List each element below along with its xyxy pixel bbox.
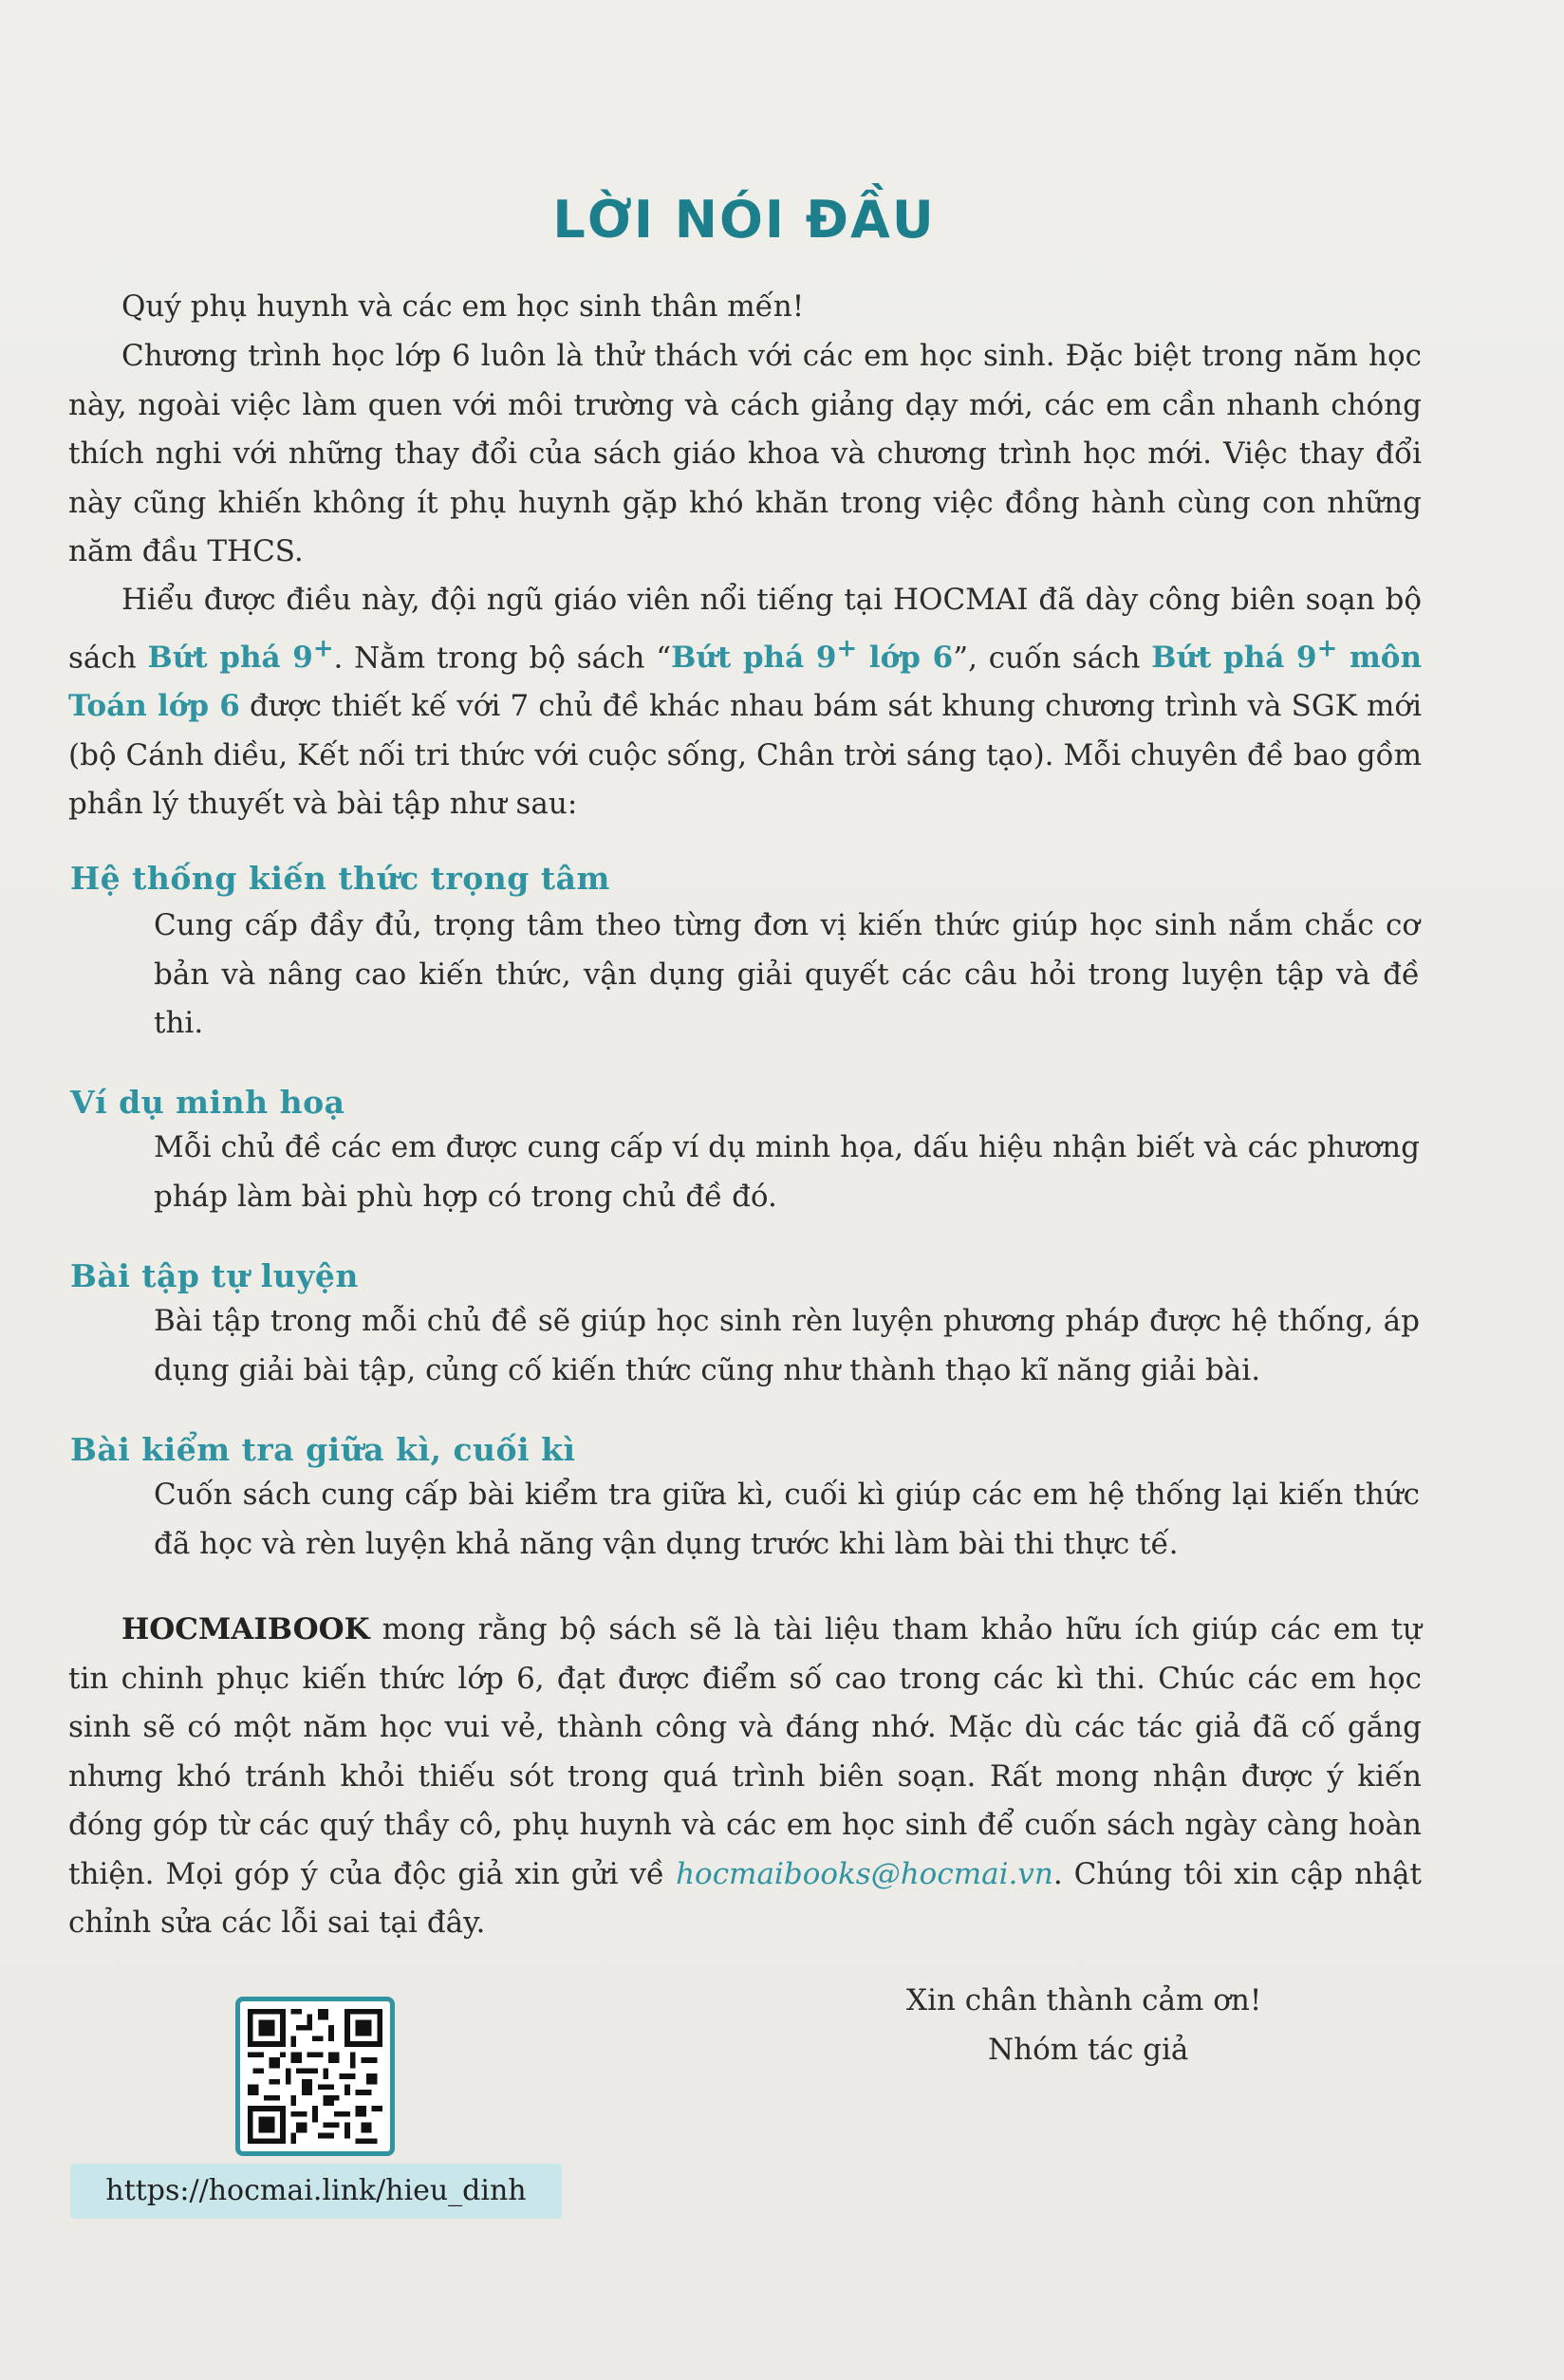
contact-email[interactable]: hocmaibooks@hocmai.vn <box>676 1856 1053 1891</box>
review-link[interactable]: https://hocmai.link/hieu_dinh <box>70 2164 562 2219</box>
book-series-grade: Bứt phá 9+ lớp 6 <box>671 634 954 675</box>
section-heading-examples: Ví dụ minh hoạ <box>70 1084 345 1121</box>
book-title: Bứt phá 9+ môn Toán lớp 6 <box>68 634 1423 724</box>
signature: Nhóm tác giả <box>988 2033 1189 2067</box>
closing-paragraph: HOCMAIBOOK mong rằng bộ sách sẽ là tài liệu tham khảo hữu ích giúp các em tự tin chinh phục kiến thức lớp 6, đạt được điểm số cao trong các kì thi. Chúc các em học sinh sẽ có một năm học vui vẻ, thành công và đáng nhớ. Mặc dù các tác giả đã cố gắng nhưng khó tránh khỏi thiếu sót trong quá trình biên soạn. Rất mong nhận được ý kiến đóng góp từ các quý thầy cô, phụ huynh và các em học sinh để cuốn sách ngày càng hoàn thiện. Mọi góp ý của độc giả xin gửi về hocmaibooks@hocmai.vn. Chúng tôi xin cập nhật chỉnh sửa các lỗi sai tại đây. <box>68 1612 1422 1940</box>
intro-paragraph-1: Chương trình học lớp 6 luôn là thử thách với các em học sinh. Đặc biệt trong năm học này, ngoài việc làm quen với môi trường và cách giảng dạy mới, các em cần nhanh chóng thích nghi với những thay đổi của sách giáo khoa và chương trình học mới. Việc thay đổi này cũng khiến không ít phụ huynh gặp khó khăn trong việc đồng hành cùng con những năm đầu THCS. <box>68 339 1422 568</box>
section-body-practice: Bài tập trong mỗi chủ đề sẽ giúp học sinh rèn luyện phương pháp được hệ thống, áp dụng giải bài tập, củng cố kiến thức cũng như thành thạo kĩ năng giải bài. <box>154 1304 1420 1387</box>
section-heading-practice: Bài tập tự luyện <box>70 1257 359 1294</box>
page-title: LỜI NÓI ĐẦU <box>552 190 936 250</box>
thanks-text: Xin chân thành cảm ơn! <box>906 1983 1262 2017</box>
section-heading-tests: Bài kiểm tra giữa kì, cuối kì <box>70 1431 576 1468</box>
thanks-block <box>906 1976 1261 2074</box>
section-body-key-knowledge: Cung cấp đầy đủ, trọng tâm theo từng đơn vị kiến thức giúp học sinh nắm chắc cơ bản và nâng cao kiến thức, vận dụng giải quyết các câu hỏi trong luyện tập và đề thi. <box>154 908 1420 1040</box>
qr-code-icon <box>248 2009 382 2144</box>
section-body-tests: Cuốn sách cung cấp bài kiểm tra giữa kì, cuối kì giúp các em hệ thống lại kiến thức đã học và rèn luyện khả năng vận dụng trước khi làm bài thi thực tế. <box>154 1478 1420 1561</box>
section-heading-key-knowledge: Hệ thống kiến thức trọng tâm <box>70 860 610 897</box>
book-series-name: Bứt phá 9+ <box>147 634 334 675</box>
brand-name: HOCMAIBOOK <box>121 1612 370 1646</box>
intro-paragraph-2: Hiểu được điều này, đội ngũ giáo viên nổi tiếng tại HOCMAI đã dày công biên soạn bộ sách Bứt phá 9+. Nằm trong bộ sách “Bứt phá 9+ lớp 6”, cuốn sách Bứt phá 9+ môn Toán lớp 6 được thiết kế với 7 chủ đề khác nhau bám sát khung chương trình và SGK mới (bộ Cánh diều, Kết nối tri thức với cuộc sống, Chân trời sáng tạo). Mỗi chuyên đề bao gồm phần lý thuyết và bài tập như sau: <box>68 583 1423 822</box>
section-body-examples: Mỗi chủ đề các em được cung cấp ví dụ minh họa, dấu hiệu nhận biết và các phương pháp làm bài phù hợp có trong chủ đề đó. <box>154 1130 1420 1214</box>
qr-code[interactable] <box>235 1997 395 2156</box>
greeting: Quý phụ huynh và các em học sinh thân mến! <box>121 289 805 324</box>
